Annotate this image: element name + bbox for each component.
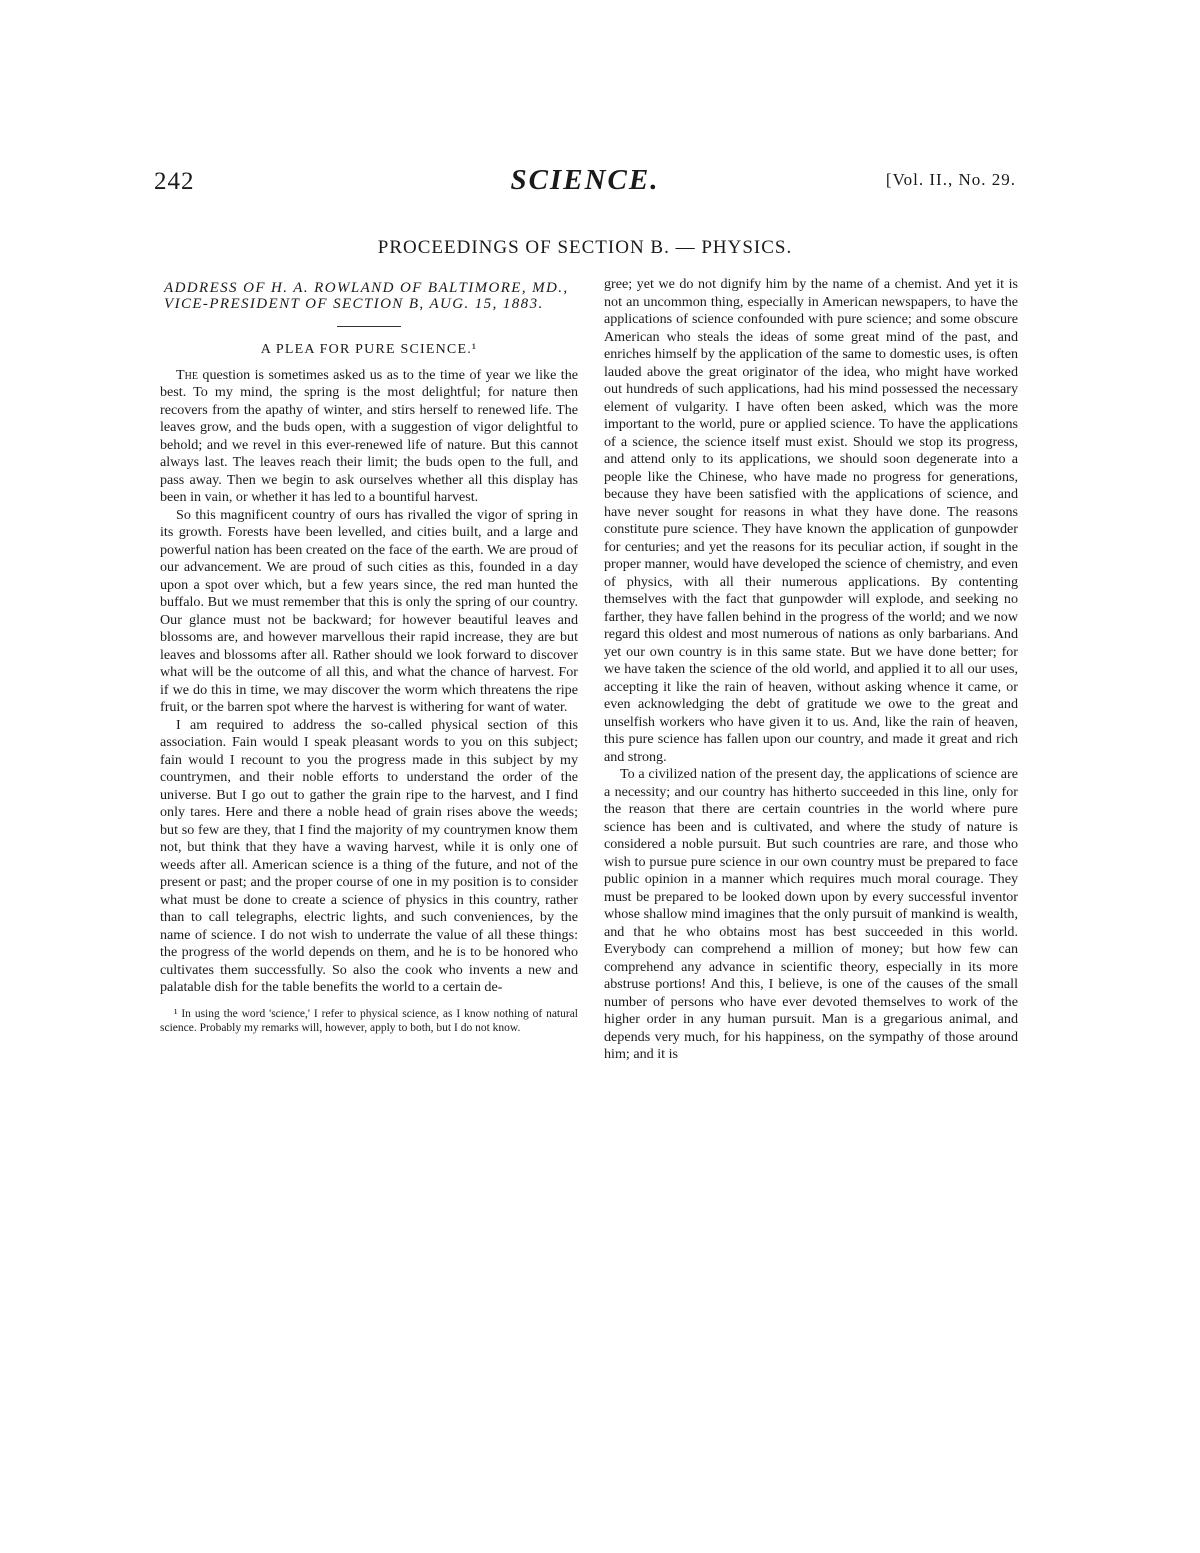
- paragraph-3: I am required to address the so-called physical section of this association. Fain would I speak pleasant words to you on this subject; fain would I recount to you the progress made in this subject by my countrymen, and their noble efforts to understand the order of the universe. But I go out to gather the grain ripe to the harvest, and I find only tares. Here and there a noble head of grain rises above the weeds; but so few are they, that I find the majority of my countrymen know them not, but think that they have a waving harvest, while it is only one of weeds after all. American science is a thing of the future, and not of the present or past; and the proper course of one in my position is to consider what must be done to create a science of physics in this country, rather than to call telegraphs, electric lights, and such conveniences, by the name of science. I do not wish to underrate the value of all these things: the progress of the world depends on them, and he is to be honored who cultivates them successfully. So also the cook who invents a new and palatable dish for the table benefits the world to a certain de-: [160, 716, 578, 995]
- footnote: ¹ In using the word 'science,' I refer to physical science, as I know nothing of natural science. Probably my remarks will, however, apply to both, but I do not know.: [160, 1007, 578, 1034]
- paragraph-1-text: question is sometimes asked us as to the time of year we like the best. To my mind, the spring is the most delightful; for nature then recovers from the apathy of winter, and stirs herself to renewed life. The leaves grow, and the buds open, with a suggestion of vigor delightful to behold; and we revel in this ever-renewed life of nature. But this cannot always last. The leaves reach their limit; the buds open to the full, and pass away. Then we begin to ask ourselves whether all this display has been in vain, or whether it has led to a bountiful harvest.: [160, 366, 578, 505]
- section-heading: PROCEEDINGS OF SECTION B. — PHYSICS.: [377, 237, 793, 258]
- title-divider: [337, 326, 401, 327]
- paragraph-4: gree; yet we do not dignify him by the name of a chemist. And yet it is not an uncommon thing, especially in American newspapers, to have the applications of science confounded with pure science; and some obscure American who steals the ideas of some great mind of the past, and enriches himself by the application of the same to domestic uses, is often lauded above the great originator of the idea, who might have worked out hundreds of such applications, had his mind possessed the necessary element of vulgarity. I have often been asked, which was the more important to the world, pure or applied science. To have the applications of a science, the science itself must exist. Should we stop its progress, and attend only to its applications, we should soon degenerate into a people like the Chinese, who have made no progress for generations, because they have been satisfied with the applications of science, and have never sought for reasons in what they have done. The reasons constitute pure science. They have known the application of gunpowder for centuries; and yet the reasons for its peculiar action, if sought in the proper manner, would have developed the science of chemistry, and even of physics, with all their numerous applications. By contenting themselves with the fact that gunpowder will explode, and seeking no farther, they have fallen behind in the progress of the world; and we now regard this oldest and most numerous of nations as only barbarians. And yet our own country is in this same state. But we have done better; for we have taken the science of the old world, and applied it to all our uses, accepting it like the rain of heaven, without asking whence it came, or even acknowledging the debt of gratitude we owe to the great and unselfish workers who have given it to us. And, like the rain of heaven, this pure science has fallen upon our country, and made it great and rich and strong.: [604, 276, 1018, 765]
- page-number: 242: [154, 168, 195, 195]
- paragraph-1: [160, 367, 578, 507]
- left-column: [160, 276, 578, 1036]
- paragraph-2: So this magnificent country of ours has rivalled the vigor of spring in its growth. Forests have been levelled, and cities built, and a large and powerful nation has been created on the face of the earth. We are proud of our advancement. We are proud of such cities as this, founded in a day upon a spot over which, but a few years since, the red man hunted the buffalo. But we must remember that this is only the spring of our country. Our glance must not be backward; for however beautiful leaves and blossoms are, and however marvellous their rapid increase, they are but leaves and blossoms after all. Rather should we look forward to discover what will be the outcome of all this, and what the chance of harvest. For if we do this in time, we may discover the worm which threatens the ripe fruit, or the barren spot where the harvest is withering for want of water.: [160, 506, 578, 715]
- paragraph-5: To a civilized nation of the present day, the applications of science are a necessity; and our country has hitherto succeeded in this line, only for the reason that there are certain countries in the world where pure science has been and is cultivated, and where the study of nature is considered a noble pursuit. But such countries are rare, and those who wish to pursue pure science in our own country must be prepared to face public opinion in a manner which requires much moral courage. They must be prepared to be looked down upon by every successful inventor whose shallow mind imagines that the only pursuit of mankind is wealth, and that he who obtains most has best succeeded in this world. Everybody can comprehend a million of money; but how few can comprehend any advance in scientific theory, especially in its more abstruse portions! And this, I believe, is one of the causes of the small number of persons who have ever devoted themselves to work of the higher order in any human pursuit. Man is a gregarious animal, and depends very much, for his happiness, on the sympathy of those around him; and it is: [604, 766, 1018, 1062]
- address-heading: ADDRESS OF H. A. ROWLAND OF BALTIMORE, MD., VICE-PRESIDENT OF SECTION B, AUG. 15, 1883.: [164, 280, 569, 312]
- volume-reference: [Vol. II., No. 29.: [885, 170, 1016, 189]
- article-title: A PLEA FOR PURE SCIENCE.¹: [260, 342, 478, 357]
- opening-word: The: [176, 366, 198, 383]
- running-head: [154, 164, 1016, 208]
- journal-title: SCIENCE.: [510, 164, 660, 196]
- right-column: [604, 276, 1018, 1064]
